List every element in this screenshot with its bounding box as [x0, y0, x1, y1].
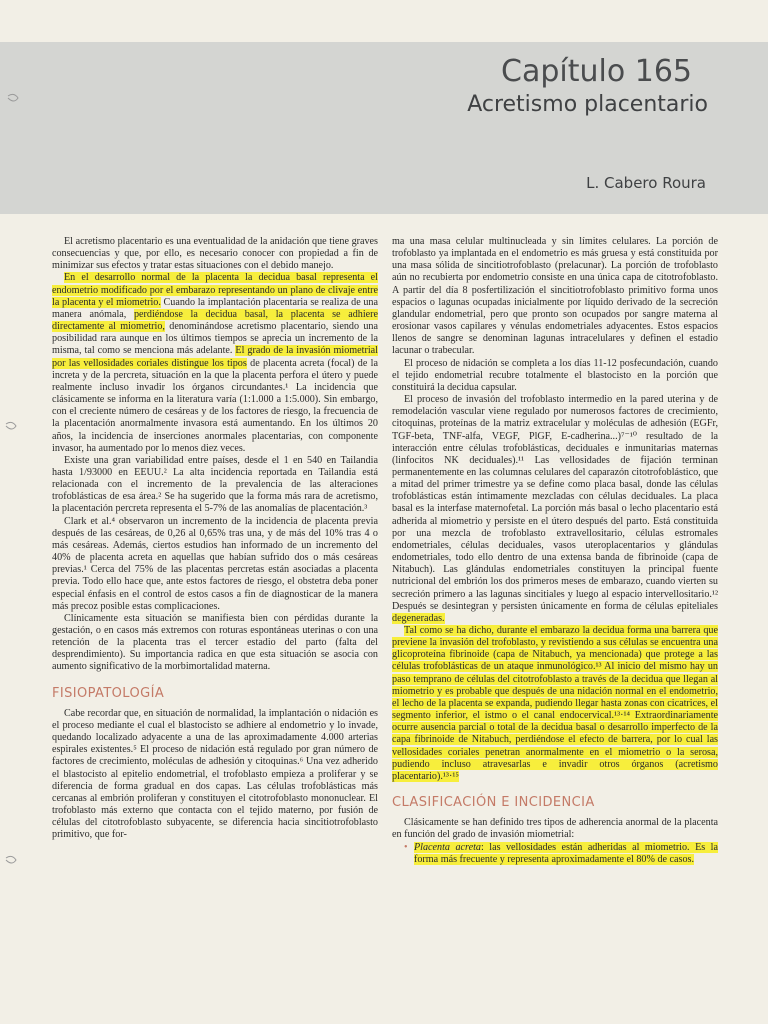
left-column: [52, 236, 378, 842]
classification-list: [392, 842, 718, 866]
paragraph: El acretismo placentario es una eventualidad de la anidación que tiene graves consecuencias y que, por ello, es necesario conocer con propiedad a fin de minimizar sus efectos y tratar estas situaciones con el debido manejo.: [52, 236, 378, 272]
list-item: [404, 842, 718, 866]
chapter-title: Acretismo placentario: [467, 92, 708, 117]
section-heading: CLASIFICACIÓN E INCIDENCIA: [392, 795, 595, 811]
chapter-author: L. Cabero Roura: [586, 174, 706, 192]
chapter-number: Capítulo 165: [501, 54, 692, 89]
paragraph: [392, 625, 718, 783]
right-column: [392, 236, 718, 866]
highlight: [414, 842, 718, 865]
paragraph: Clásicamente se han definido tres tipos de adherencia anormal de la placenta en función del grado de invasión miometrial:: [392, 817, 718, 841]
paragraph: El proceso de nidación se completa a los días 11-12 posfecundación, cuando el tejido endometrial recubre totalmente el blastocisto en la porción que constituirá la decidua capsular.: [392, 357, 718, 393]
paragraph: Clark et al.⁴ observaron un incremento de la incidencia de placenta previa después de las cesáreas, de 0,26 al 0,65% tras una, y de más del 10% tras 4 o más cesáreas. Además, ciertos estudios han informado de un incremento del 40% de placenta acreta en aquellas que habían sufrido dos o más cesáreas previas.¹ Cerca del 75% de las placentas percretas están asociadas a placenta previa. Todo ello hace que, ante estos factores de riesgo, el obstetra deba poner especial énfasis en el control de estos casos a fin de diagnosticar de la manera más precoz posible estas complicaciones.: [52, 515, 378, 612]
highlight: El grado de la invasión miometrial por las vellosidades coriales distingue los tipos: [52, 345, 378, 369]
text-run: denominándose acretismo placentario, siendo una posibilidad rara aunque en los últimos tiempos se aprecia un incremento de la misma, tal como se menciona más adelante.: [52, 321, 378, 357]
section-heading: FISIOPATOLOGÍA: [52, 685, 165, 701]
bullet-icon: •: [404, 841, 408, 853]
paragraph: [52, 272, 378, 454]
text-run: Cuando la implantación placentaria se realiza de una manera anómala,: [52, 296, 378, 320]
paragraph: [392, 394, 718, 625]
highlight: En el desarrollo normal de la placenta la decidua basal representa el endometrio modificado por el embarazo representando un plano de clivaje entre la placenta y el miometrio.: [52, 272, 378, 308]
highlight: perdiéndose la decidua basal, la placenta se adhiere directamente al miometrio,: [52, 308, 378, 333]
highlight: Tal como se ha dicho, durante el embarazo la decidua forma una barrera que previene la invasión del trofoblasto, y revistiendo a sus células se encuentra una glicoproteína fibrinoide (capa de Nitabuch, ya mencionada) que protege a las células trofoblásticas de un ataque inmunológico.¹³ Al inicio del mismo hay un paso temprano de células del citotrofoblasto a través de la decidua que llegan al miometrio y es probable que después de una nidación normal en el endometrio, el lecho de la placenta se expanda, pudiendo llegar hasta zonas con cicatrices, el segmento inferior, el istmo o el canal endocervical.¹³·¹⁴ Extraordinariamente ocurre ausencia parcial o total de la decidua basal o desarrollo imperfecto de la capa fibrinoide de Nitabuch, perdiéndose el efecto de barrera, por lo cual las vellosidades coriales penetran anormalmente en el miometrio o la serosa, pudiendo incluso atravesarlas e invadir otros órganos (acretismo placentario).¹³·¹⁵: [392, 625, 718, 782]
text-run: El proceso de invasión del trofoblasto intermedio en la pared uterina y de remodelación vascular viene regulado por numerosos factores de crecimiento, citoquinas, proteínas de la matriz extracelular y moléculas de adhesión (EGFr, TGF-beta, TNF-alfa, VEGF, PlGF, E-cadherina...)⁷⁻¹⁰ resultado de la interacción entre células trofoblásticas, deciduales e inmunitarias maternas (linfocitos NK deciduales).¹¹ Las vellosidades de fijación terminan permanentemente en las columnas celulares del caparazón citotrofoblástico, que a mitad del primer trimestre ya se define como placa basal, donde las células trofoblásticas están íntimamente mezcladas con células deciduales. La placa basal es la interfase maternofetal. La porción más basal o lecho placentario está adherida al miometrio y persiste en el útero después del parto. Está constituida por una mezcla de trofoblasto extravellositario, células estromales endometriales, células deciduales, vasos uteroplacentarios y glándulas endometriales, todo ello dentro de una extensa banda de fibrinoide (capa de Nitabuch). Las glándulas endometriales constituyen la principal fuente nutricional del embrión los dos primeros meses de embarazo, cuando vierten su secreción primero a las lagunas sincitiales y luego al espacio intervellositario.¹² Después se desintegran y persisten únicamente en forma de células epiteliales: [392, 394, 718, 612]
paragraph: Cabe recordar que, en situación de normalidad, la implantación o nidación es el proceso mediante el cual el blastocisto se adhiere al endometrio y lo invade, quedando localizado adyacente a una de las aproximadamente 4.000 arterias espirales existentes.⁵ El proceso de nidación está regulado por gran número de factores de crecimiento, moléculas de adhesión y citoquinas.⁶ Una vez adherido el blastocisto al epitelio endometrial, el trofoblasto empieza a proliferar y se diferencia de forma gradual en dos capas. Las células trofoblásticas más cercanas al embrión proliferan y constituyen el citotrofoblasto mononuclear. El trofoblasto más externo que contacta con el tejido materno, por fusión de células del citotrofoblasto subyacente, se diferencia hacia sincitiotrofoblasto primitivo, que for-: [52, 707, 378, 841]
term: Placenta acreta: [414, 841, 481, 853]
highlight: degeneradas.: [392, 612, 445, 624]
paragraph: Existe una gran variabilidad entre países, desde el 1 en 540 en Tailandia hasta 1/93000 en EEUU.² La alta incidencia reportada en Tailandia está relacionada con el incremento de la prevalencia de las alteraciones trofoblásticas de esa área.² Se ha sugerido que la forma más rara de acretismo, la placentación percreta representa el 5-7% de las anomalías de placentación.³: [52, 454, 378, 515]
paragraph: Clínicamente esta situación se manifiesta bien con pérdidas durante la gestación, o en casos más extremos con roturas espontáneas uterinas o con una retención de la placenta tras el tercer estadio del parto (falta del desprendimiento). Su importancia radica en que esta situación se asocia con aumento significativo de la morbimortalidad materna.: [52, 612, 378, 673]
text-run: de placenta acreta (focal) de la increta y de la percreta, situación en la que la placenta perfora el útero y puede realmente incluso invadir los órganos circundantes.¹ La incidencia que clásicamente se informa en la literatura varía (1:1.000 a 1:5.000). Sin embargo, con el creciente número de cesáreas y de los factores de riesgo, la frecuencia de la placentación anormalmente invasora está aumentando. En los últimos 20 años, la incidencia de inserciones anormales placentarias, con componente invasor, ha aumentado por lo menos diez veces.: [52, 357, 378, 454]
text-run: : las vellosidades están adheridas al miometrio. Es la forma más frecuente y representa aproximadamente el 80% de casos.: [414, 841, 718, 865]
paragraph: ma una masa celular multinucleada y sin límites celulares. La porción de trofoblasto ya implantada en el endometrio es más gruesa y está constituida por una masa sólida de sincitiotrofoblasto (prelacunar). La porción de trofoblasto aún no recubierta por endometrio consiste en una única capa de citotrofoblasto. A partir del día 8 posfertilización el sincitiotrofoblasto primitivo forma unos espacios o lagunas ocupadas inicialmente por líquido derivado de la secreción glandular endometrial, pero que pronto son ocupados por sangre materna al erosionar vasos capilares y vénulas endometriales adyacentes. Estos espacios llenos de sangre se denominan lagunas intracelulares y definen el estadio lacunar o trabecular.: [392, 236, 718, 357]
